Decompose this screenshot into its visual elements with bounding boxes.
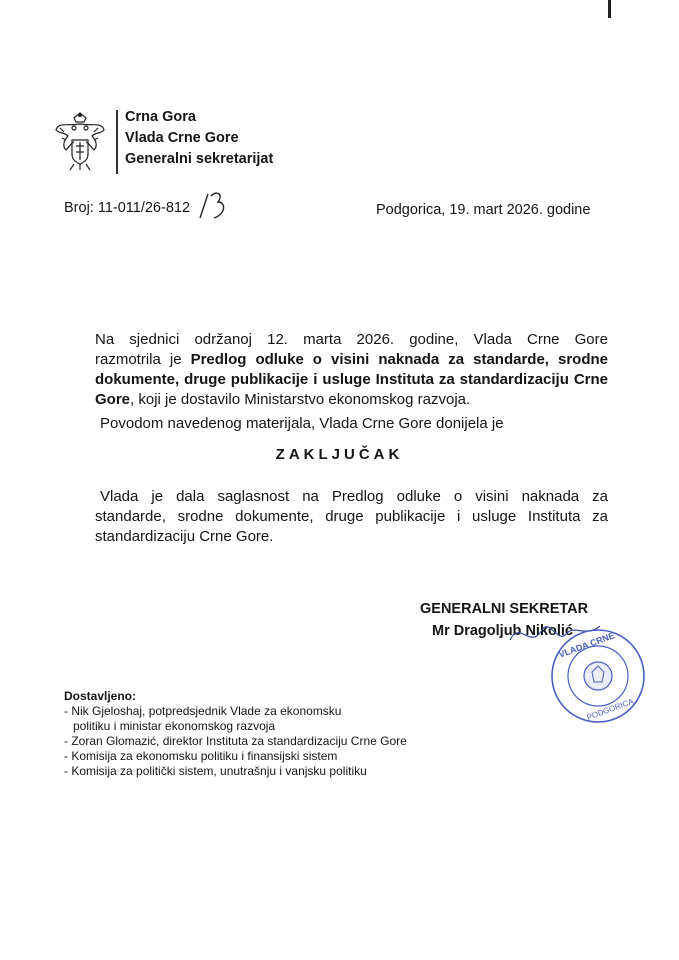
conclusion-line-1 [95, 487, 608, 507]
conclusion-line-2 [95, 507, 608, 527]
paragraph-intro [95, 330, 608, 410]
svg-text:VLADA CRNE: VLADA CRNE [557, 630, 616, 660]
reference-number: Broj: 11-011/26-812 [64, 200, 191, 216]
intro-line-1 [95, 330, 608, 350]
intro-line-4-text: , koji je dostavilo Ministarstvo ekonomskog razvoja. [130, 391, 471, 408]
distribution-item: - Zoran Glomazić, direktor Instituta za standardizaciju Crne Gore [64, 734, 407, 748]
signatory-name: Mr Dragoljub Nikolić [432, 623, 573, 639]
place-date: Podgorica, 19. mart 2026. godine [376, 202, 591, 218]
proposal-title-part1: Predlog odluke o visini naknada za standarde, srodne [190, 351, 608, 368]
distribution-item: - Nik Gjeloshaj, potpredsjednik Vlade za ekonomsku [64, 704, 342, 718]
proposal-title-part2: dokumente, druge publikacije i usluge Instituta za standardizaciju Crne [95, 371, 608, 388]
distribution-item-continued: politiku i ministar ekonomskog razvoja [73, 719, 276, 733]
conclusion-line-3-text: standardizaciju Crne Gore. [95, 528, 274, 545]
header-country: Crna Gora [125, 109, 196, 125]
conclusion-line-3 [95, 527, 608, 547]
intro-line-2-text: razmotrila je [95, 351, 191, 368]
distribution-item: - Komisija za ekonomsku politiku i finansijski sistem [64, 749, 338, 763]
svg-text:PODGORICA: PODGORICA [585, 696, 635, 722]
intro-line-4 [95, 390, 608, 410]
scan-mark [608, 0, 611, 18]
proposal-title-part3: Gore [95, 391, 131, 408]
distribution-title: Dostavljeno: [64, 689, 137, 703]
header-government: Vlada Crne Gore [125, 130, 239, 146]
handwritten-number [196, 188, 230, 224]
coat-of-arms-icon [54, 112, 106, 172]
header-divider [116, 110, 118, 174]
conclusion-heading: ZAKLJUČAK [275, 446, 404, 463]
signatory-title: GENERALNI SEKRETAR [420, 601, 589, 617]
distribution-list [64, 689, 407, 779]
official-stamp [548, 626, 648, 726]
header-secretariat: Generalni sekretarijat [125, 151, 274, 167]
intro-line-3 [95, 370, 608, 390]
intro-line-1-text: Na sjednici održanoj 12. marta 2026. godine, Vlada Crne Gore [95, 331, 608, 348]
conclusion-line-2-text: standarde, srodne dokumente, druge publikacije i usluge Instituta za [95, 508, 608, 525]
paragraph-conclusion [95, 487, 608, 547]
letterhead [125, 107, 273, 170]
distribution-item: - Komisija za politički sistem, unutrašnju i vanjsku politiku [64, 764, 367, 778]
paragraph-adopted: Povodom navedenog materijala, Vlada Crne Gore donijela je [100, 415, 504, 432]
conclusion-line-1-text: Vlada je dala saglasnost na Predlog odluke o visini naknada za [100, 488, 608, 505]
intro-line-2 [95, 350, 608, 370]
